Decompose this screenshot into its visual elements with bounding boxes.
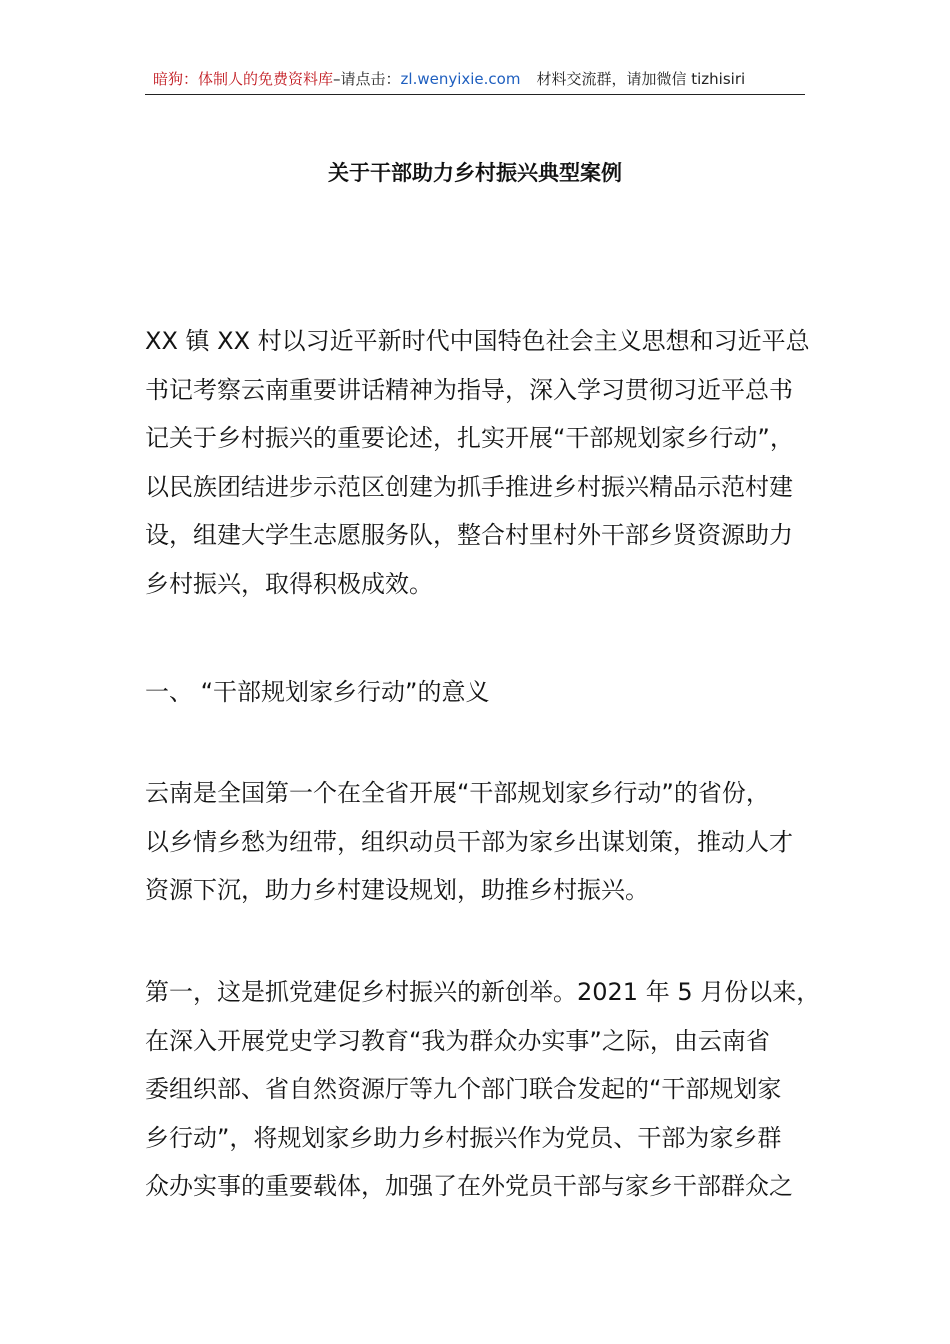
text-line: 以乡情乡愁为纽带，组织动员干部为家乡出谋划策，推动人才 [145, 827, 793, 856]
text-line: 书记考察云南重要讲话精神为指导，深入学习贯彻习近平总书 [145, 375, 793, 404]
header-prompt: –请点击： [333, 70, 401, 88]
document-header [145, 68, 805, 95]
section-heading-1 [145, 668, 825, 717]
header-group-note: 材料交流群，请加微信 tizhisiri [536, 70, 746, 88]
text-line: 设，组建大学生志愿服务队，整合村里村外干部乡贤资源助力 [145, 521, 793, 549]
text-line: 以民族团结进步示范区创建为抓手推进乡村振兴精品示范村建 [145, 472, 793, 501]
text-line: 资源下沉，助力乡村建设规划，助推乡村振兴。 [145, 876, 649, 904]
text-line: 众办实事的重要载体，加强了在外党员干部与家乡干部群众之 [145, 1172, 793, 1200]
text-line: 委组织部、省自然资源厅等九个部门联合发起的“干部规划家 [145, 1075, 782, 1103]
text-line: 记关于乡村振兴的重要论述，扎实开展“干部规划家乡行动”， [145, 424, 794, 452]
text-line: 第一，这是抓党建促乡村振兴的新创举。2021 年 5 月份以来， [145, 978, 821, 1006]
paragraph-meaning [145, 769, 825, 915]
paragraph-first [145, 968, 825, 1211]
header-link[interactable]: zl.wenyixie.com [400, 70, 521, 88]
header-brand: 暗狗：体制人的免费资料库 [153, 70, 334, 88]
text-line: 在深入开展党史学习教育“我为群众办实事”之际，由云南省 [145, 1026, 770, 1055]
text-line: 乡村振兴，取得积极成效。 [145, 569, 433, 598]
text-line: 云南是全国第一个在全省开展“干部规划家乡行动”的省份， [145, 779, 770, 807]
text-line: 乡行动”，将规划家乡助力乡村振兴作为党员、干部为家乡群 [145, 1123, 782, 1152]
paragraph-intro [145, 317, 825, 608]
document-title: 关于干部助力乡村振兴典型案例 [328, 161, 622, 185]
section-heading-text: 一、 “干部规划家乡行动”的意义 [145, 678, 490, 706]
text-line: XX 镇 XX 村以习近平新时代中国特色社会主义思想和习近平总 [145, 327, 810, 355]
